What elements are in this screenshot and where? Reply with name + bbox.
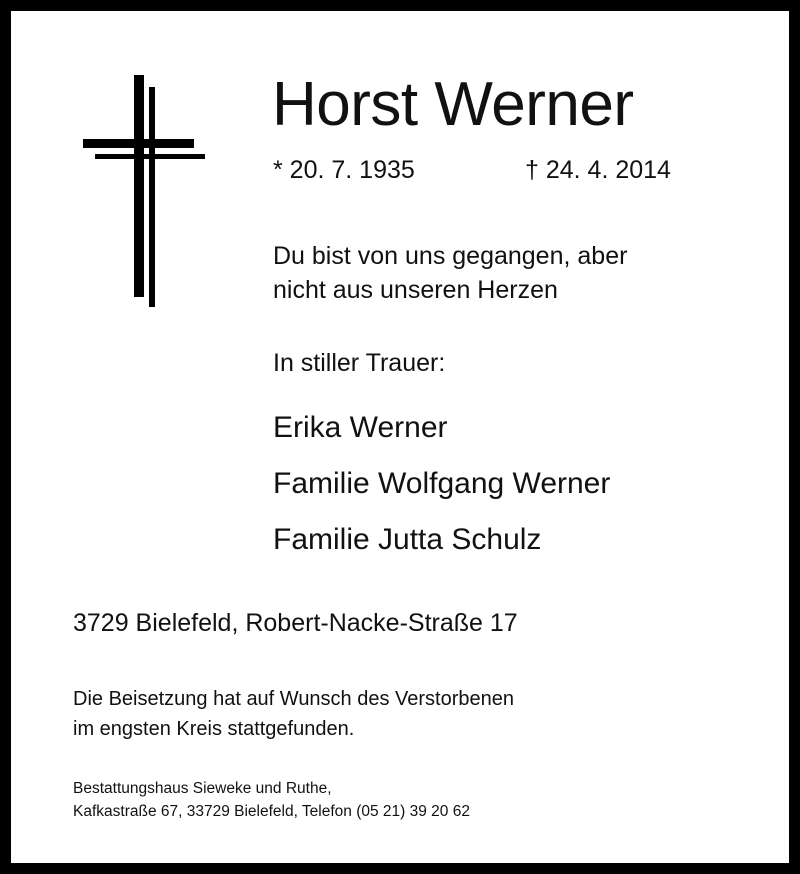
memorial-quote	[273, 239, 627, 307]
mourning-intro: In stiller Trauer:	[273, 349, 446, 377]
undertaker-info	[73, 777, 470, 823]
mourner-address: 3729 Bielefeld, Robert-Nacke-Straße 17	[73, 609, 518, 637]
undertaker-name: Bestattungshaus Sieweke und Ruthe,	[73, 780, 332, 797]
burial-note-line-2: im engsten Kreis stattgefunden.	[73, 718, 355, 740]
birth-date: * 20. 7. 1935	[273, 156, 415, 184]
mourner-familie-jutta-schulz: Familie Jutta Schulz	[273, 523, 542, 556]
death-date: † 24. 4. 2014	[525, 156, 671, 184]
mourner-familie-wolfgang-werner: Familie Wolfgang Werner	[273, 467, 611, 500]
quote-line-1: Du bist von uns gegangen, aber	[273, 242, 628, 270]
quote-line-2: nicht aus unseren Herzen	[273, 276, 558, 304]
double-cross-icon	[83, 75, 207, 309]
undertaker-contact: Kafkastraße 67, 33729 Bielefeld, Telefon (05 21) 39 20 62	[73, 803, 470, 820]
mourner-erika-werner: Erika Werner	[273, 411, 448, 444]
mourners-list	[273, 400, 610, 568]
deceased-name: Horst Werner	[272, 70, 634, 139]
burial-note-line-1: Die Beisetzung hat auf Wunsch des Verstorbenen	[73, 688, 515, 710]
burial-note	[73, 684, 514, 744]
